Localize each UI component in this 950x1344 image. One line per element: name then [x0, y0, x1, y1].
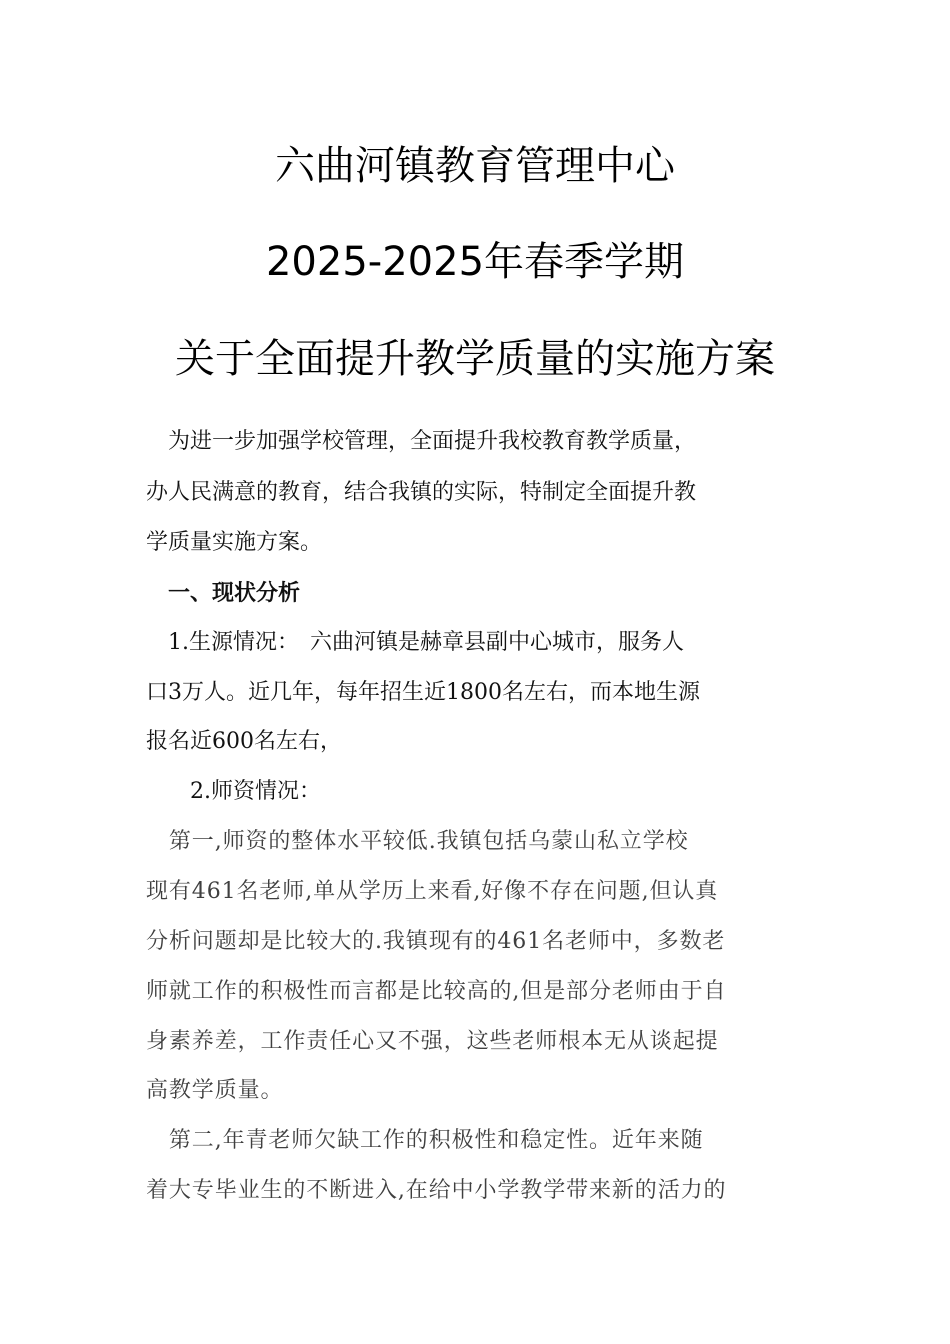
body-line: 为进一步加强学校管理，全面提升我校教育教学质量， — [146, 429, 697, 454]
section-heading: 一、现状分析 — [146, 581, 301, 606]
title-line-1: 六曲河镇教育管理中心 — [275, 143, 675, 189]
body-line: 高教学质量。 — [146, 1078, 284, 1103]
body-line: 1.生源情况： 六曲河镇是赫章县副中心城市，服务人 — [146, 630, 684, 655]
body-line: 学质量实施方案。 — [146, 530, 323, 555]
body-line: 身素养差，工作责任心又不强，这些老师根本无从谈起提 — [146, 1029, 719, 1054]
body-line: 第二,年青老师欠缺工作的积极性和稳定性。近年来随 — [146, 1128, 704, 1153]
body-line: 报名近600名左右， — [146, 729, 342, 754]
sub-heading: 2.师资情况： — [146, 779, 321, 804]
body-line: 师就工作的积极性而言都是比较高的,但是部分老师由于自 — [146, 979, 727, 1004]
body-line: 第一,师资的整体水平较低.我镇包括乌蒙山私立学校 — [146, 829, 689, 854]
body-line: 办人民满意的教育，结合我镇的实际，特制定全面提升教 — [146, 480, 697, 505]
title-line-2: 2025-2025年春季学期 — [265, 239, 685, 285]
title-line-3: 关于全面提升教学质量的实施方案 — [175, 336, 775, 382]
body-line: 口3万人。近几年，每年招生近1800名左右，而本地生源 — [146, 680, 700, 705]
body-line: 现有461名老师,单从学历上来看,好像不存在问题,但认真 — [146, 879, 719, 904]
body-line: 分析问题却是比较大的.我镇现有的461名老师中，多数老 — [146, 929, 726, 954]
body-line: 着大专毕业生的不断进入,在给中小学教学带来新的活力的 — [146, 1178, 727, 1203]
